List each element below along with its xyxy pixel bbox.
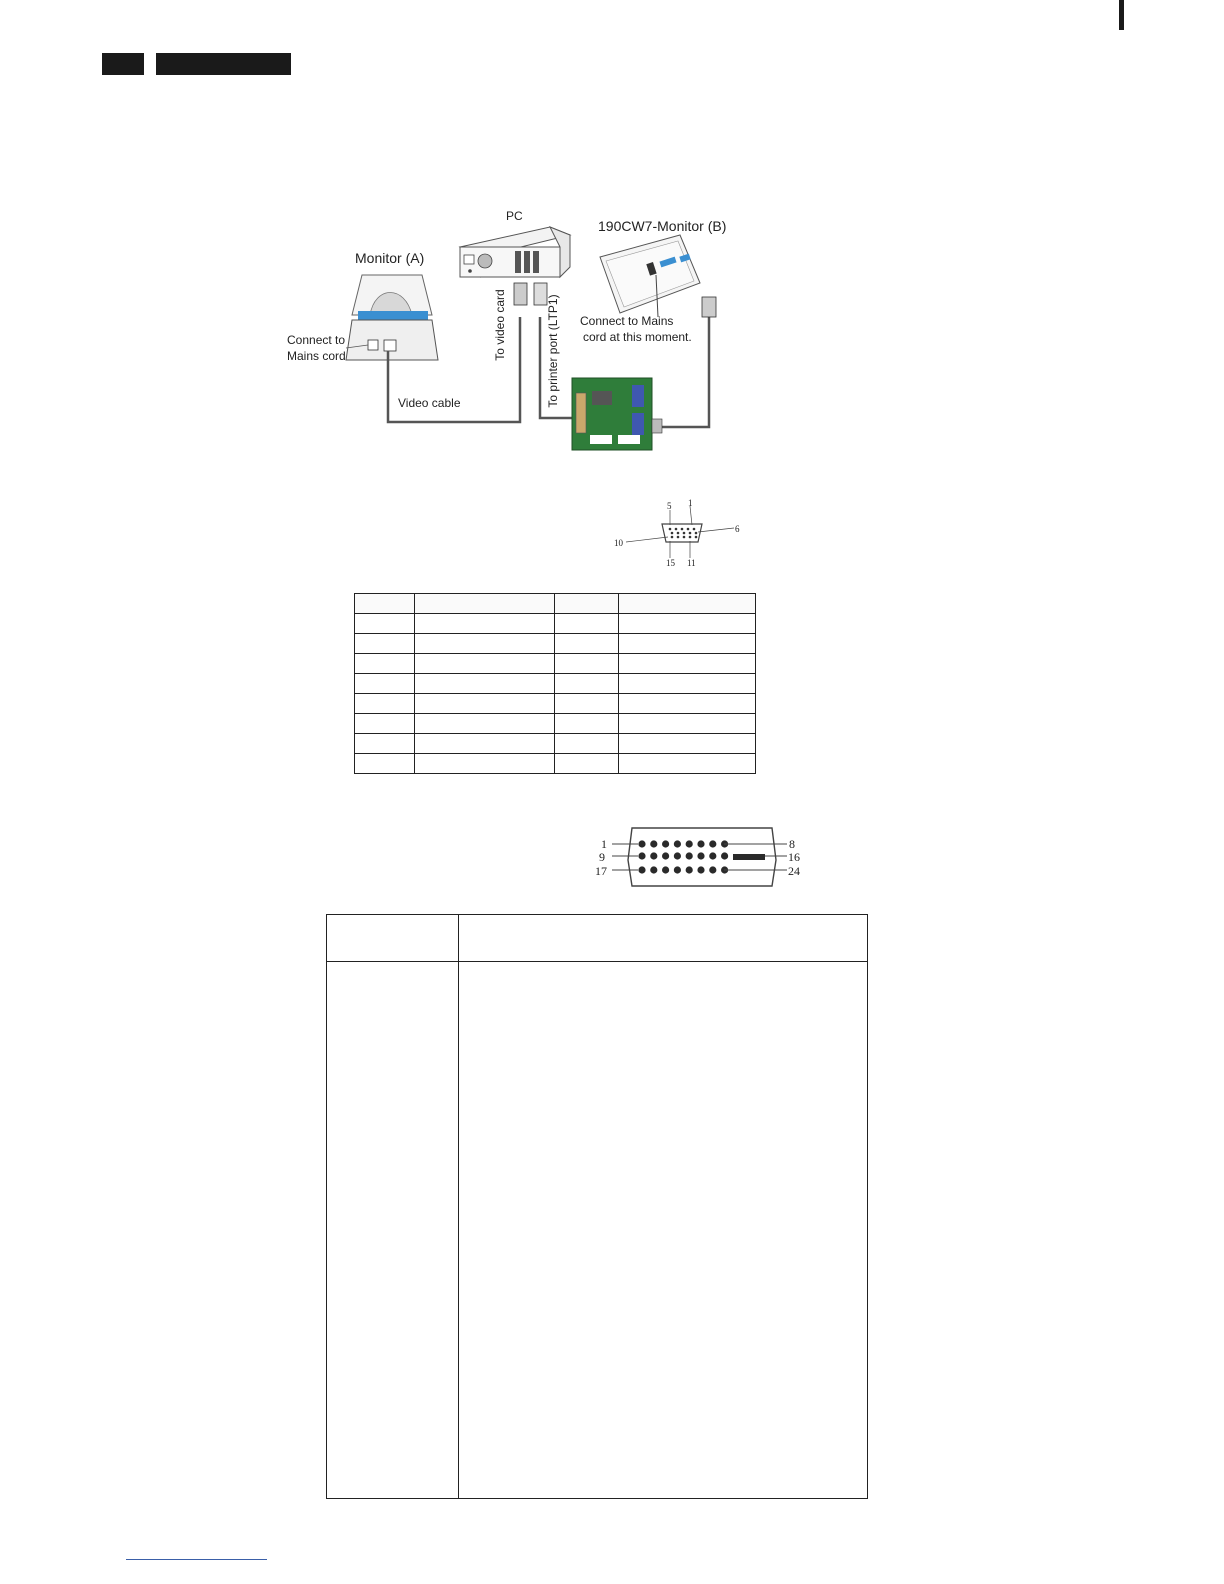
dvi-pin-9: 9 [599,850,605,864]
dvi-pin-dot [686,852,693,859]
monitor-b-icon [600,235,700,317]
table-cell [619,694,756,714]
dvi-pin-dot [709,840,716,847]
table-cell [355,614,415,634]
monitor-a-label: Monitor (A) [355,250,425,266]
table-row [355,734,756,754]
test-board-icon [572,378,662,450]
table-row [355,614,756,634]
dvi-pin-dot [674,852,681,859]
table-cell [414,714,555,734]
dsub-connector-diagram [610,496,750,571]
table-cell [414,614,555,634]
table-cell [414,694,555,714]
table-cell [619,674,756,694]
dvi-pin-dot [721,852,728,859]
dsub-pin-10: 10 [614,538,623,548]
table-cell [414,654,555,674]
dvi-pin-dot [686,840,693,847]
dvi-pin-dot [674,840,681,847]
table-cell [355,734,415,754]
connect-mains-a-line2: Mains cord [287,349,346,363]
connect-mains-a-line1: Connect to [287,333,346,347]
dsub-pin-11: 11 [687,558,696,568]
dvi-pin-dot [662,866,669,873]
monitor-b-label: 190CW7-Monitor (B) [598,218,727,234]
table-cell [555,674,619,694]
table-cell [555,594,619,614]
connect-mains-b-line2: cord at this moment. [583,330,692,344]
dvi-pin-dot [638,866,645,873]
monitor-a-icon [346,275,438,360]
table-cell [555,634,619,654]
dvi-pin-24: 24 [788,864,800,878]
header-right-bar [1119,0,1124,30]
dvi-pin-dot [686,866,693,873]
dvi-table-header-divider [327,961,867,962]
table-row [355,674,756,694]
dvi-pin-8: 8 [789,837,795,851]
dvi-pin-dot [709,852,716,859]
dsub-pin-1: 1 [688,498,693,508]
table-cell [355,634,415,654]
table-cell [414,634,555,654]
dvi-pin-table [326,914,868,1499]
table-cell [619,594,756,614]
table-cell [555,734,619,754]
table-cell [355,654,415,674]
pc-icon [460,227,570,277]
table-cell [414,594,555,614]
table-cell [555,614,619,634]
header-section-tab [156,53,291,75]
dvi-pin-17: 17 [595,864,607,878]
table-cell [619,634,756,654]
connect-mains-b-line1: Connect to Mains [580,314,674,328]
table-cell [414,754,555,774]
dvi-pin-dot [638,852,645,859]
dvi-pin-dot [662,840,669,847]
to-printer-port-label: To printer port (LTP1) [546,294,560,408]
dvi-pin-1: 1 [601,837,607,851]
table-cell [619,654,756,674]
table-cell [355,594,415,614]
dsub-pin-5: 5 [667,501,672,511]
dvi-pin-dot [650,840,657,847]
dvi-pin-dot [697,852,704,859]
table-cell [414,674,555,694]
monitor-b-connector-icon [702,297,716,317]
dvi-pin-dot [709,866,716,873]
table-row [355,634,756,654]
table-cell [355,714,415,734]
dvi-pin-dot [650,866,657,873]
table-cell [555,754,619,774]
footer-link-underline [126,1559,267,1560]
table-row [355,594,756,614]
dsub-pin-6: 6 [735,524,740,534]
table-cell [619,714,756,734]
table-cell [555,694,619,714]
table-cell [414,734,555,754]
table-cell [355,754,415,774]
table-row [355,754,756,774]
dvi-pin-dot [638,840,645,847]
table-cell [619,754,756,774]
table-row [355,654,756,674]
pc-label: PC [506,209,523,223]
table-cell [355,694,415,714]
header-page-tab [102,53,144,75]
video-cable-label: Video cable [398,396,461,410]
table-cell [619,734,756,754]
table-cell [555,714,619,734]
dvi-table-column-divider [458,915,459,1498]
table-cell [619,614,756,634]
table-row [355,714,756,734]
dvi-pin-dot [662,852,669,859]
table-cell [555,654,619,674]
dvi-pin-dot [674,866,681,873]
dvi-pin-dot [697,840,704,847]
table-row [355,694,756,714]
pin-assignment-table [354,593,756,774]
video-connector-icon [514,283,527,305]
dsub-pin-15: 15 [666,558,675,568]
dvi-pin-dot [697,866,704,873]
dvi-pin-dot [650,852,657,859]
table-cell [355,674,415,694]
to-video-card-label: To video card [493,289,507,361]
dvi-pin-16: 16 [788,850,800,864]
dvi-connector-diagram [590,825,810,890]
